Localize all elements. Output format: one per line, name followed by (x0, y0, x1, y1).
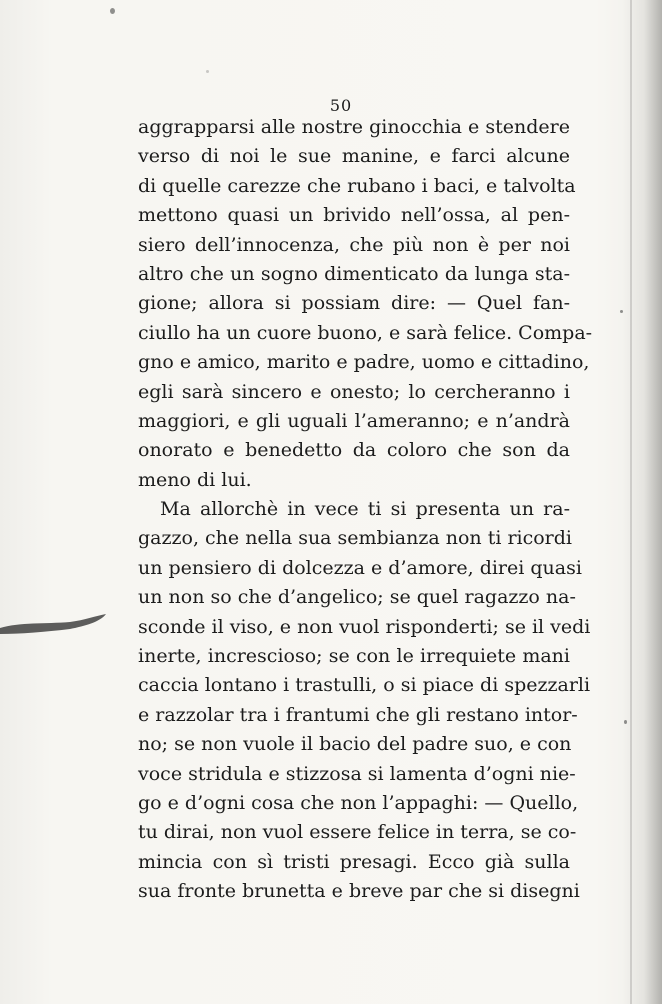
text-line: verso di noi le sue manine, e farci alcune (138, 145, 570, 168)
text-line: di quelle carezze che rubano i baci, e talvolta (138, 174, 576, 197)
text-line: e razzolar tra i frantumi che gli restano intor- (138, 703, 578, 726)
text-line: siero dell’innocenza, che più non è per noi (138, 233, 570, 256)
text-line: ciullo ha un cuore buono, e sarà felice. Compa- (138, 321, 593, 344)
binding-line (630, 0, 632, 1004)
page-edge-shadow (622, 0, 662, 1004)
text-line: un pensiero di dolcezza e d’amore, direi quasi (138, 556, 582, 579)
ink-speck (206, 70, 209, 73)
text-line: onorato e benedetto da coloro che son da (138, 439, 570, 462)
ink-speck (624, 720, 627, 724)
text-line: go e d’ogni cosa che non l’appaghi: — Quello, (138, 791, 579, 814)
text-line: maggiori, e gli uguali l’ameranno; e n’andrà (138, 409, 570, 432)
text-line: no; se non vuole il bacio del padre suo, e con (138, 733, 572, 756)
ink-speck (620, 310, 623, 313)
text-line: caccia lontano i trastulli, o si piace di spezzarli (138, 674, 591, 697)
text-line: mettono quasi un brivido nell’ossa, al pen- (138, 204, 570, 227)
ink-smudge (0, 612, 110, 638)
text-line: voce stridula e stizzosa si lamenta d’ogni nie- (138, 762, 576, 785)
text-line: tu dirai, non vuol essere felice in terra, se co- (138, 821, 577, 844)
body-text (138, 113, 593, 907)
text-line: gazzo, che nella sua sembianza non ti ricordi (138, 527, 573, 550)
text-line: sua fronte brunetta e breve par che si disegni (138, 880, 580, 903)
page-number: 50 (329, 96, 353, 115)
text-line: inerte, increscioso; se con le irrequiete mani (138, 645, 570, 668)
text-line: meno di lui. (138, 468, 252, 491)
text-line: aggrapparsi alle nostre ginocchia e stendere (138, 116, 570, 138)
text-line: mincia con sì tristi presagi. Ecco già sulla (138, 850, 570, 873)
text-line: altro che un sogno dimenticato da lunga sta- (138, 262, 570, 285)
text-line: gno e amico, marito e padre, uomo e cittadino, (138, 351, 590, 374)
text-line: egli sarà sincero e onesto; lo cercheranno i (138, 380, 570, 403)
text-line: sconde il viso, e non vuol risponderti; se il vedi (138, 615, 591, 638)
text-line-indented: Ma allorchè in vece ti si presenta un ra- (160, 498, 570, 521)
text-line: gione; allora si possiam dire: — Quel fan- (138, 292, 570, 315)
ink-speck (110, 8, 115, 14)
text-line: un non so che d’angelico; se quel ragazzo na- (138, 586, 576, 609)
